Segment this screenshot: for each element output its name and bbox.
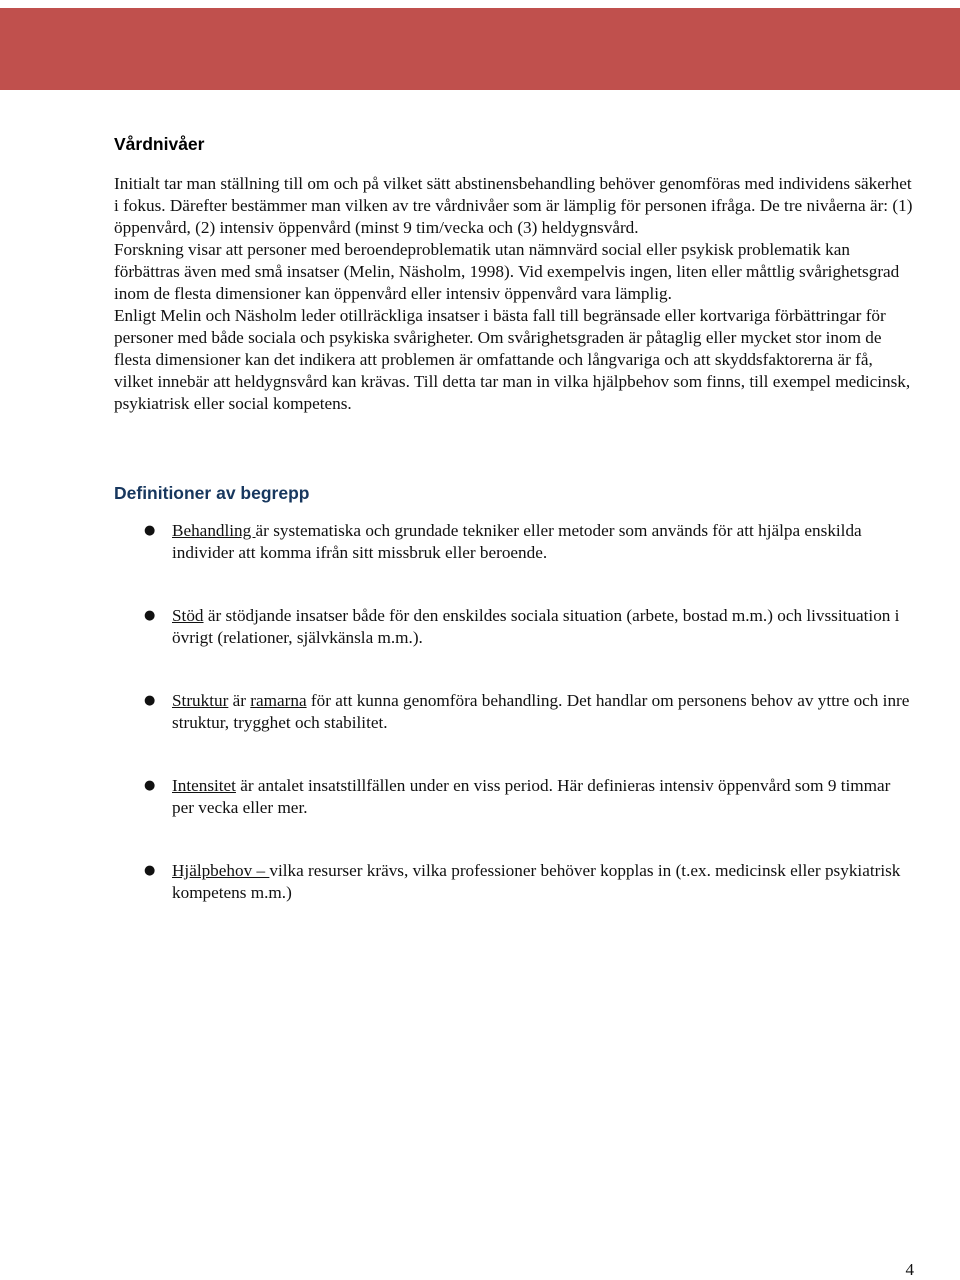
- term-ramarna: ramarna: [250, 691, 307, 710]
- document-body: [114, 132, 914, 904]
- term-behandling: Behandling: [172, 521, 256, 540]
- page-number: 4: [905, 1260, 914, 1279]
- definition-connector: är: [228, 691, 251, 710]
- section-vardnivaer: [114, 132, 914, 415]
- paragraph-3: Enligt Melin och Näsholm leder otillräckliga insatser i bästa fall till begränsade eller kortvariga förbättringar för personer med både sociala och psykiska svårigheter. Om svårighetsgraden är påtaglig eller mycket stor inom de flesta dimensioner kan det indikera att problemen är omfattande och långvariga och att skyddsfaktorerna är få, vilket innebär att heldygnsvård kan krävas. Till detta tar man in vilka hjälpbehov som finns, till exempel medicinsk, psykiatrisk eller social kompetens.: [114, 306, 911, 413]
- term-stod: Stöd: [172, 606, 204, 625]
- term-struktur: Struktur: [172, 691, 229, 710]
- bullet-icon: ●: [144, 608, 156, 623]
- term-hjalpbehov: Hjälpbehov –: [172, 861, 270, 880]
- bullet-icon: ●: [144, 863, 156, 878]
- definition-item-behandling: [114, 520, 914, 564]
- definition-text: för att kunna genomföra behandling. Det handlar om personens behov av yttre och inre struktur, trygghet och stabilitet.: [172, 691, 910, 732]
- definition-item-intensitet: [114, 775, 914, 819]
- term-intensitet: Intensitet: [172, 776, 236, 795]
- definition-text: är stödjande insatser både för den enskildes sociala situation (arbete, bostad m.m.) och livssituation i övrigt (relationer, självkänsla m.m.).: [172, 606, 900, 647]
- paragraph-1: Initialt tar man ställning till om och på vilket sätt abstinensbehandling behöver genomföras med individens säkerhet i fokus. Därefter bestämmer man vilken av tre vårdnivåer som är lämplig för personen ifråga. De tre nivåerna är: (1) öppenvård, (2) intensiv öppenvård (minst 9 tim/vecka och (3) heldygnsvård.: [114, 174, 913, 237]
- definition-item-hjalpbehov: [114, 860, 914, 904]
- definition-text: är antalet insatstillfällen under en viss period. Här definieras intensiv öppenvård som 9 timmar per vecka eller mer.: [172, 776, 891, 817]
- definition-text: är systematiska och grundade tekniker eller metoder som används för att hjälpa enskilda individer att komma ifrån sitt missbruk eller beroende.: [172, 521, 862, 562]
- bullet-icon: ●: [144, 778, 156, 793]
- definition-item-struktur: [114, 690, 914, 734]
- header-band: [0, 8, 960, 90]
- bullet-icon: ●: [144, 693, 156, 708]
- paragraph-2: Forskning visar att personer med beroendeproblematik utan nämnvärd social eller psykisk problematik kan förbättras även med små insatser (Melin, Näsholm, 1998). Vid exempelvis ingen, liten eller måttlig svårighetsgrad inom de flesta dimensioner kan öppenvård eller intensiv öppenvård vara lämplig.: [114, 240, 900, 303]
- section-definitioner: [114, 481, 914, 904]
- definition-text: vilka resurser krävs, vilka professioner behöver kopplas in (t.ex. medicinsk eller psykiatrisk kompetens m.m.): [172, 861, 901, 902]
- definition-item-stod: [114, 605, 914, 649]
- definitions-list: [114, 520, 914, 904]
- section-heading-vardnivaer: Vårdnivåer: [114, 134, 205, 154]
- bullet-icon: ●: [144, 523, 156, 538]
- section-heading-definitioner: Definitioner av begrepp: [114, 483, 310, 503]
